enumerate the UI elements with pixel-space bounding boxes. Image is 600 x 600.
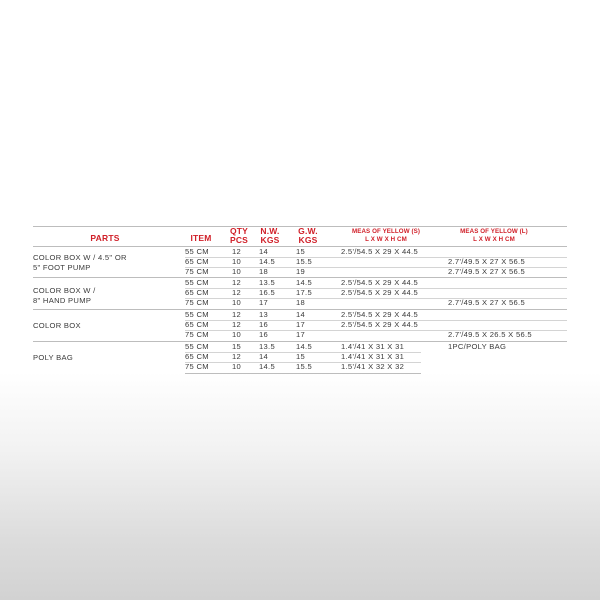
cell-gw: 14.5	[296, 278, 312, 287]
cell-qty: 10	[232, 298, 242, 307]
cell-gw: 17.5	[296, 288, 312, 297]
header-gw-line2: KGS	[298, 235, 318, 245]
header-qty-line2: PCS	[229, 235, 249, 245]
cell-qty: 12	[232, 278, 242, 287]
cell-qty: 10	[232, 257, 242, 266]
cell-item: 55 CM	[185, 247, 209, 256]
cell-item: 75 CM	[185, 267, 209, 276]
cell-qty: 10	[232, 362, 242, 371]
cell-qty: 12	[232, 352, 242, 361]
cell-meas-s: 2.5'/54.5 X 29 X 44.5	[341, 278, 418, 287]
cell-nw: 16	[259, 330, 269, 339]
cell-item: 75 CM	[185, 330, 209, 339]
table-bottom-rule	[185, 373, 421, 374]
cell-nw: 16.5	[259, 288, 275, 297]
header-parts: PARTS	[90, 233, 120, 243]
part-label-line: COLOR BOX W /	[33, 286, 96, 295]
part-label-line: COLOR BOX	[33, 321, 81, 330]
header-gw	[291, 227, 325, 245]
cell-meas-s: 1.4'/41 X 31 X 31	[341, 352, 405, 361]
cell-qty: 10	[232, 330, 242, 339]
cell-nw: 16	[259, 320, 269, 329]
cell-meas-s: 2.5'/54.5 X 29 X 44.5	[341, 320, 418, 329]
cell-item: 65 CM	[185, 352, 209, 361]
header-meas-l-line2: L X W X H CM	[473, 235, 515, 243]
part-label-line: 5" FOOT PUMP	[33, 262, 91, 272]
cell-meas-s: 1.4'/41 X 31 X 31	[341, 342, 405, 351]
header-meas-yellow-l	[444, 228, 544, 243]
cell-item: 55 CM	[185, 342, 209, 351]
cell-nw: 14.5	[259, 362, 275, 371]
cell-nw: 18	[259, 267, 269, 276]
cell-qty: 12	[232, 288, 242, 297]
part-label-color-box-foot-pump	[33, 253, 127, 272]
header-nw	[253, 227, 287, 245]
header-item: ITEM	[190, 233, 212, 243]
cell-meas-l: 2.7'/49.5 X 27 X 56.5	[448, 298, 525, 307]
cell-gw: 14.5	[296, 342, 312, 351]
cell-gw: 14	[296, 310, 306, 319]
cell-meas-l: 1PC/POLY BAG	[448, 342, 507, 351]
header-qty	[224, 227, 254, 245]
cell-gw: 15	[296, 247, 306, 256]
cell-meas-s: 2.5'/54.5 X 29 X 44.5	[341, 310, 418, 319]
cell-nw: 14	[259, 352, 269, 361]
header-meas-s-line2: L X W X H CM	[365, 235, 407, 243]
part-label-color-box	[33, 321, 81, 331]
cell-meas-s: 1.5'/41 X 32 X 32	[341, 362, 405, 371]
header-gw-line1: G.W.	[298, 226, 318, 236]
cell-item: 65 CM	[185, 288, 209, 297]
cell-gw: 18	[296, 298, 306, 307]
cell-meas-l: 2.7'/49.5 X 27 X 56.5	[448, 267, 525, 276]
part-label-line: POLY BAG	[33, 353, 74, 362]
cell-meas-l: 2.7'/49.5 X 27 X 56.5	[448, 257, 525, 266]
header-nw-line1: N.W.	[260, 226, 280, 236]
cell-nw: 17	[259, 298, 269, 307]
header-nw-line2: KGS	[260, 235, 280, 245]
cell-nw: 13	[259, 310, 269, 319]
cell-nw: 13.5	[259, 278, 275, 287]
cell-gw: 15.5	[296, 362, 312, 371]
cell-qty: 15	[232, 342, 242, 351]
cell-item: 75 CM	[185, 362, 209, 371]
cell-meas-s: 2.5'/54.5 X 29 X 44.5	[341, 288, 418, 297]
header-qty-line1: QTY	[229, 226, 249, 236]
cell-nw: 14	[259, 247, 269, 256]
cell-gw: 15.5	[296, 257, 312, 266]
cell-item: 75 CM	[185, 298, 209, 307]
cell-qty: 12	[232, 247, 242, 256]
part-label-color-box-hand-pump	[33, 286, 96, 305]
cell-nw: 13.5	[259, 342, 275, 351]
cell-gw: 19	[296, 267, 306, 276]
cell-item: 65 CM	[185, 257, 209, 266]
cell-meas-l: 2.7'/49.5 X 26.5 X 56.5	[448, 330, 532, 339]
header-meas-yellow-s	[336, 228, 436, 243]
cell-qty: 12	[232, 310, 242, 319]
part-label-line: 8" HAND PUMP	[33, 295, 92, 305]
part-label-poly-bag	[33, 353, 73, 363]
cell-gw: 17	[296, 330, 306, 339]
cell-item: 55 CM	[185, 278, 209, 287]
cell-meas-s: 2.5'/54.5 X 29 X 44.5	[341, 247, 418, 256]
cell-gw: 15	[296, 352, 306, 361]
cell-qty: 10	[232, 267, 242, 276]
cell-item: 55 CM	[185, 310, 209, 319]
cell-item: 65 CM	[185, 320, 209, 329]
header-meas-s-line1: MEAS OF YELLOW (S)	[351, 228, 421, 235]
header-meas-l-line1: MEAS OF YELLOW (L)	[460, 228, 528, 235]
cell-nw: 14.5	[259, 257, 275, 266]
cell-qty: 12	[232, 320, 242, 329]
part-label-line: COLOR BOX W / 4.5" OR	[33, 253, 127, 262]
cell-gw: 17	[296, 320, 306, 329]
